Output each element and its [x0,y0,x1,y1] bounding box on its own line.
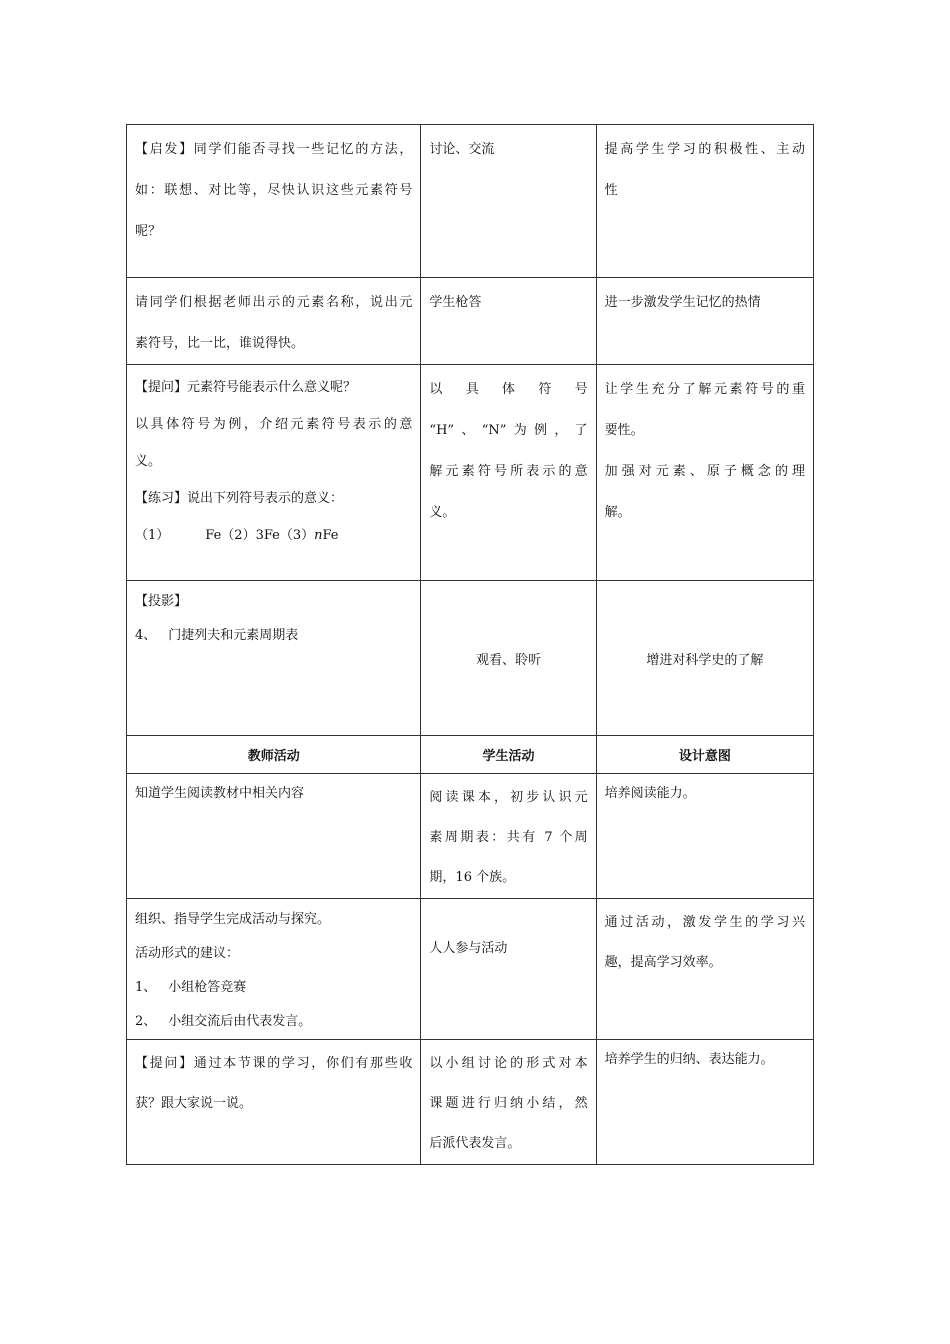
table-row [127,774,814,899]
design-intent-cell: 进一步激发学生记忆的热情 [596,278,813,365]
student-activity-cell: 以小组讨论的形式对本 课题进行归纳小结，然 后派代表发言。 [421,1040,596,1165]
table-row [127,581,814,736]
header-design-intent: 设计意图 [596,736,813,774]
table-row [127,125,814,278]
table-header-row [127,736,814,774]
table-row [127,278,814,365]
design-intent-cell: 培养阅读能力。 [596,774,813,899]
design-intent-cell: 培养学生的归纳、表达能力。 [596,1040,813,1165]
student-activity-cell: 以 具 体 符 号 “H”、“N”为例，了 解元素符号所表示的意 义。 [421,365,596,581]
design-intent-cell: 提高学生学习的积极性、主动 性 [596,125,813,278]
table-row [127,365,814,581]
student-activity-cell: 学生枪答 [421,278,596,365]
teacher-activity-cell: 组织、指导学生完成活动与探究。 活动形式的建议： 1、 小组枪答竞赛 2、 小组交流后由代表发言。 [127,899,421,1040]
exercise-line: （1） Fe（2）3Fe（3）nFe [135,528,339,543]
student-activity-cell: 人人参与活动 [421,899,596,1040]
student-activity-cell: 阅读课本，初步认识元 素周期表：共有 7 个周 期，16 个族。 [421,774,596,899]
teacher-activity-cell: 【提问】元素符号能表示什么意义呢？ 以具体符号为例，介绍元素符号表示的意 义。 【练习】说出下列符号表示的意义： （1） Fe（2）3Fe（3）nFe [127,365,421,581]
teacher-activity-cell: 【投影】 4、 门捷列夫和元素周期表 [127,581,421,736]
teacher-activity-cell: 请同学们根据老师出示的元素名称，说出元 素符号，比一比，谁说得快。 [127,278,421,365]
student-activity-cell: 讨论、交流 [421,125,596,278]
design-intent-cell: 通过活动，激发学生的学习兴 趣，提高学习效率。 [596,899,813,1040]
header-teacher-activity: 教师活动 [127,736,421,774]
table-row [127,899,814,1040]
teacher-activity-cell: 【启发】同学们能否寻找一些记忆的方法， 如：联想、对比等，尽快认识这些元素符号 呢？ [127,125,421,278]
design-intent-cell: 让学生充分了解元素符号的重 要性。 加强对元素、原子概念的理 解。 [596,365,813,581]
design-intent-cell: 增进对科学史的了解 [596,581,813,736]
header-student-activity: 学生活动 [421,736,596,774]
student-activity-cell: 观看、聆听 [421,581,596,736]
table-row [127,1040,814,1165]
lesson-plan-table [126,124,814,1165]
teacher-activity-cell: 知道学生阅读教材中相关内容 [127,774,421,899]
teacher-activity-cell: 【提问】通过本节课的学习，你们有那些收 获？跟大家说一说。 [127,1040,421,1165]
